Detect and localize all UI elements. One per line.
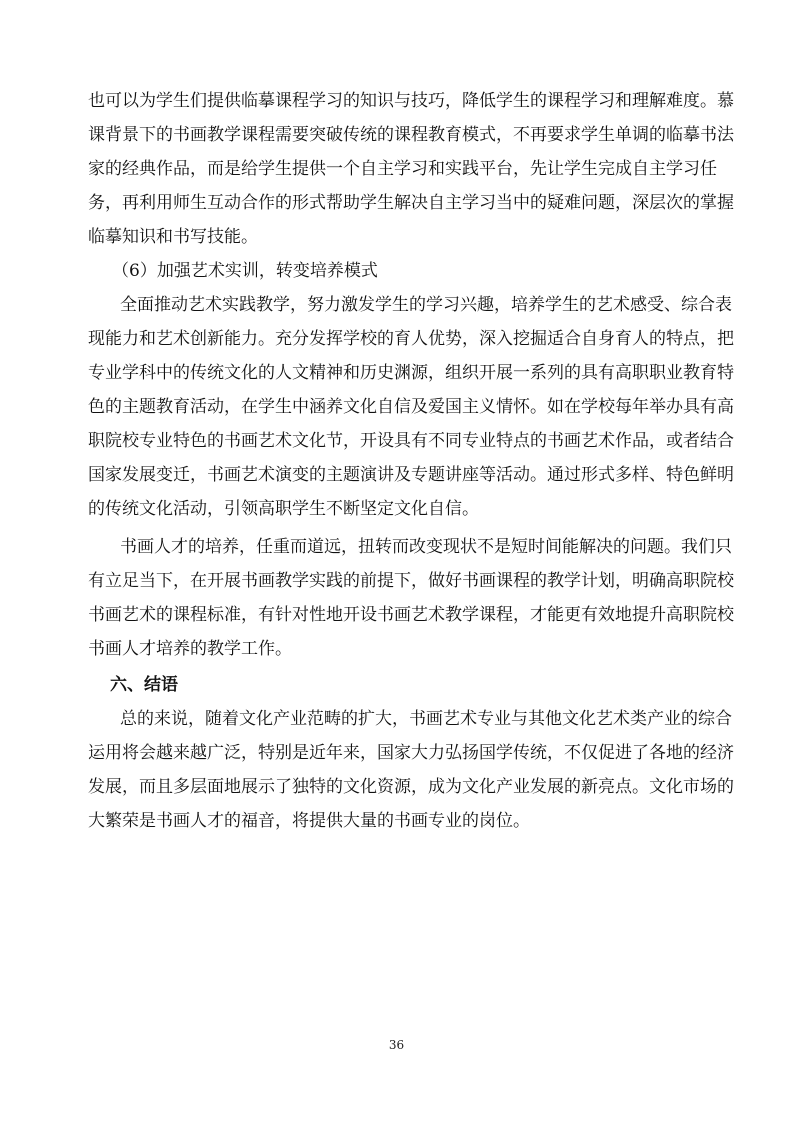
body-text-line: 书画艺术的课程标准，有针对性地开设书画艺术教学课程，才能更有效地提升高职院校 [88, 605, 734, 625]
page-number: 36 [388, 1038, 405, 1052]
paragraph-conclusion [88, 702, 734, 838]
body-text-line: 职院校专业特色的书画艺术文化节，开设具有不同专业特点的书画艺术作品，或者结合 [88, 431, 734, 451]
body-text-line: 务，再利用师生互动合作的形式帮助学生解决自主学习当中的疑难问题，深层次的掌握 [88, 193, 734, 213]
body-text-line: 的传统文化活动，引领高职学生不断坚定文化自信。 [88, 499, 479, 519]
paragraph-talent-cultivation [88, 530, 734, 666]
body-text-line: 现能力和艺术创新能力。充分发挥学校的育人优势，深入挖掘适合自身育人的特点，把 [88, 329, 734, 349]
body-text-line: 也可以为学生们提供临摹课程学习的知识与技巧，降低学生的课程学习和理解难度。慕 [88, 91, 734, 111]
body-text-line: 大繁荣是书画人才的福音，将提供大量的书画专业的岗位。 [88, 811, 530, 831]
body-text-line: 家的经典作品，而是给学生提供一个自主学习和实践平台，先让学生完成自主学习任 [88, 159, 717, 179]
body-text-line: 书画人才的培养，任重而道远，扭转而改变现状不是短时间能解决的问题。我们只 [120, 537, 732, 557]
body-text-line: 全面推动艺术实践教学，努力激发学生的学习兴趣，培养学生的艺术感受、综合表 [120, 295, 732, 315]
body-text-line: 临摹知识和书写技能。 [88, 227, 258, 247]
section-heading: 六、结语 [110, 675, 178, 695]
paragraph-art-practice [88, 288, 734, 526]
body-text-line: 专业学科中的传统文化的人文精神和历史渊源，组织开展一系列的具有高职职业教育特 [88, 363, 734, 383]
body-text-line: 运用将会越来越广泛，特别是近年来，国家大力弘扬国学传统，不仅促进了各地的经济 [88, 743, 734, 763]
body-text-line: 发展，而且多层面地展示了独特的文化资源，成为文化产业发展的新亮点。文化市场的 [88, 777, 734, 797]
subsection-heading: （6）加强艺术实训，转变培养模式 [112, 261, 378, 281]
body-text-line: 书画人才培养的教学工作。 [88, 639, 292, 659]
body-text-line: 总的来说，随着文化产业范畴的扩大，书画艺术专业与其他文化艺术类产业的综合 [120, 709, 732, 729]
body-text-line: 课背景下的书画教学课程需要突破传统的课程教育模式，不再要求学生单调的临摹书法 [88, 125, 734, 145]
document-body [88, 84, 734, 838]
paragraph-continued [88, 84, 734, 254]
body-text-line: 有立足当下，在开展书画教学实践的前提下，做好书画课程的教学计划，明确高职院校 [88, 571, 734, 591]
body-text-line: 色的主题教育活动，在学生中涵养文化自信及爱国主义情怀。如在学校每年举办具有高 [88, 397, 734, 417]
body-text-line: 国家发展变迁，书画艺术演变的主题演讲及专题讲座等活动。通过形式多样、特色鲜明 [88, 465, 734, 485]
